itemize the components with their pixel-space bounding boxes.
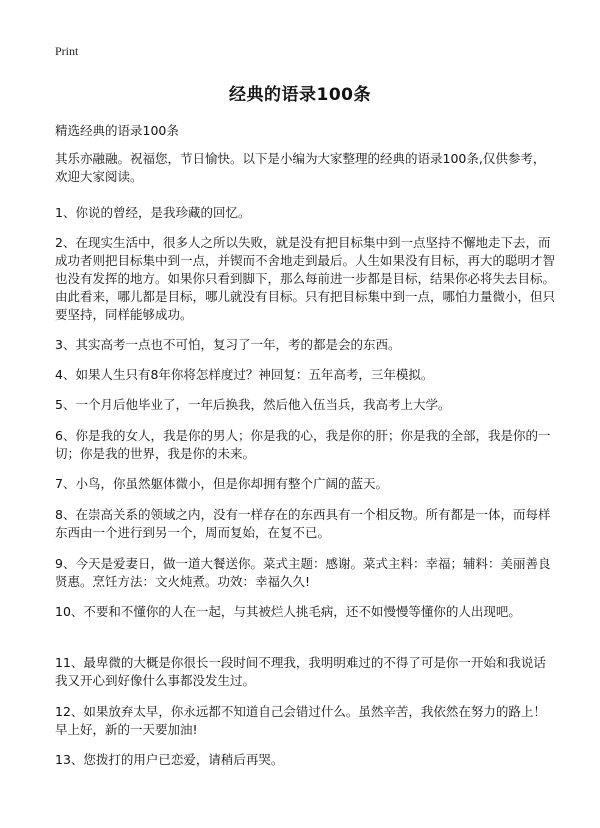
quote-item: 1、你说的曾经，是我珍藏的回忆。 — [55, 205, 251, 220]
quote-item: 13、您拨打的用户已恋爱，请稍后再哭。 — [55, 752, 284, 767]
quote-item: 10、不要和不懂你的人在一起，与其被烂人挑毛病，还不如慢慢等懂你的人出现吧。 — [55, 604, 521, 619]
quote-item: 6、你是我的女人，我是你的男人；你是我的心，我是你的肝；你是我的全部，我是你的一切；你是我的世界，我是你的未来。 — [55, 428, 551, 461]
subtitle: 精选经典的语录100条 — [55, 123, 179, 138]
quote-item: 8、在崇高关系的领域之内，没有一样存在的东西具有一个相反物。所有都是一体，而每样东西由一个进行到另一个，周而复始，在复不已。 — [55, 507, 551, 540]
quote-item: 2、在现实生活中，很多人之所以失败，就是没有把目标集中到一点坚持不懈地走下去，而成功者则把目标集中到一点，并锲而不舍地走到最后。人生如果没有目标，再大的聪明才智也没有发挥的地方。如果你只看到脚下，那么每前进一步都是目标，结果你必将失去目标。由此看来，哪儿都是目标，哪儿就没有目标。只有把目标集中到一点，哪怕力量微小，但只要坚持，同样能够成功。 — [55, 235, 556, 322]
quote-item: 7、小鸟，你虽然躯体微小，但是你却拥有整个广阔的蓝天。 — [55, 476, 388, 491]
print-link[interactable]: Print — [55, 44, 79, 58]
quote-item: 4、如果人生只有8年你将怎样度过？神回复：五年高考，三年模拟。 — [55, 367, 434, 382]
quote-item: 5、一个月后他毕业了，一年后换我，然后他入伍当兵，我高考上大学。 — [55, 397, 451, 412]
quote-item: 12、如果放弃太早，你永远都不知道自己会错过什么。虽然辛苦，我依然在努力的路上！早上好，新的一天要加油! — [55, 704, 546, 737]
quote-item: 11、最卑微的大概是你很长一段时间不理我，我明明难过的不得了可是你一开始和我说话我又开心到好像什么事都没发生过。 — [55, 655, 546, 688]
page-title: 经典的语录100条 — [229, 85, 371, 105]
quote-item: 3、其实高考一点也不可怕，复习了一年，考的都是会的东西。 — [55, 337, 401, 352]
intro-paragraph: 其乐亦融融。祝福您，节日愉快。以下是小编为大家整理的经典的语录100条,仅供参考，欢迎大家阅读。 — [55, 151, 546, 184]
quote-item: 9、今天是爱妻日，做一道大餐送你。菜式主题：感谢。菜式主料：幸福；辅料：美丽善良贤惠。烹饪方法：文火炖煮。功效：幸福久久! — [55, 556, 551, 589]
